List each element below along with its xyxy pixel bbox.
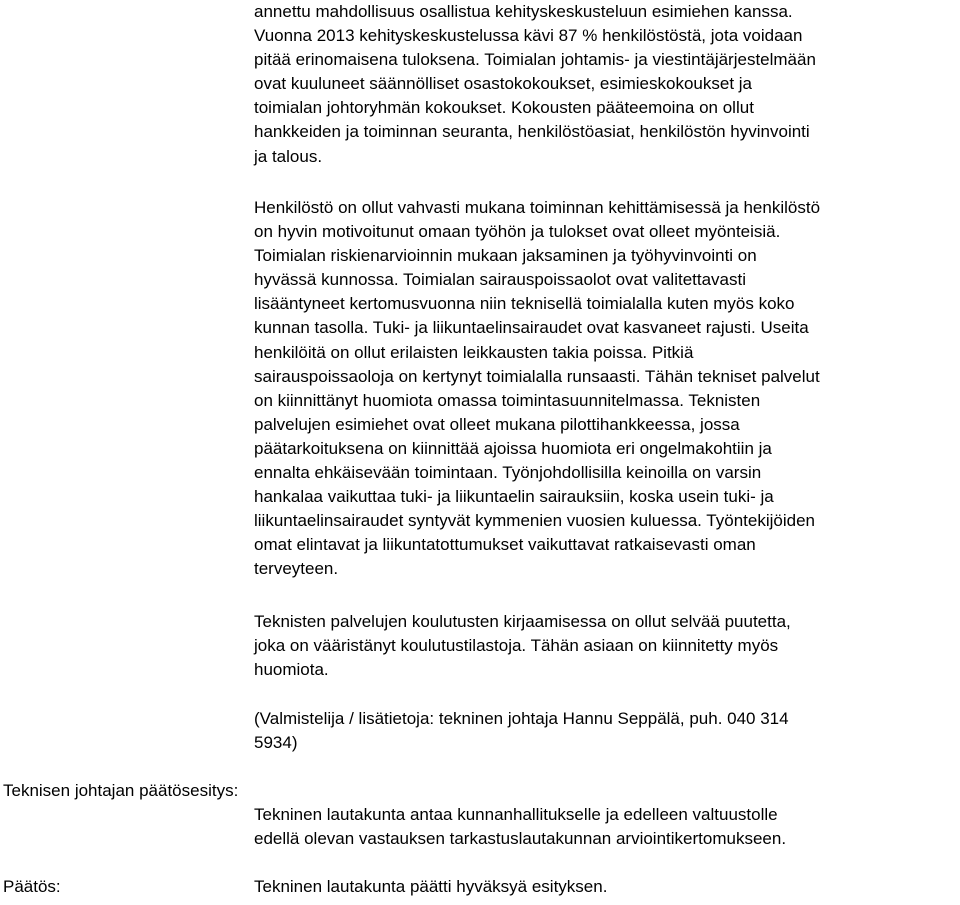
paragraph-line: hankalaa vaikuttaa tuki- ja liikuntaelin sairauksiin, koska usein tuki- ja	[254, 487, 774, 507]
proposal-line: Tekninen lautakunta antaa kunnanhallitukselle ja edelleen valtuustolle	[254, 805, 778, 824]
paragraph-line: henkilöitä on ollut erilaisten leikkausten takia poissa. Pitkiä	[254, 342, 694, 362]
preparer-note-line: 5934)	[254, 733, 298, 753]
paragraph-line: lisääntyneet kertomusvuonna niin teknisellä toimialalla kuten myös koko	[254, 294, 795, 314]
paragraph-line: ja talous.	[254, 146, 323, 166]
paragraph-line: sairauspoissaoloja on kertynyt toimialalla runsaasti. Tähän tekniset palvelut	[254, 366, 820, 386]
paragraph-2	[254, 196, 954, 582]
paragraph-line: liikuntaelinsairaudet syntyvät kymmenien vuosien kuluessa. Työntekijöiden	[254, 511, 815, 531]
decision-line: Tekninen lautakunta päätti hyväksyä esityksen.	[254, 877, 608, 896]
paragraph-line: terveyteen.	[254, 559, 339, 579]
paragraph-line: kunnan tasolla. Tuki- ja liikuntaelinsairaudet ovat kasvaneet rajusti. Useita	[254, 318, 809, 338]
decision-text	[254, 875, 954, 899]
paragraph-line: huomiota.	[254, 660, 329, 680]
proposal-label: Teknisen johtajan päätösesitys:	[3, 781, 239, 800]
paragraph-line: annettu mahdollisuus osallistua kehityskeskusteluun esimiehen kanssa.	[254, 2, 793, 21]
decision-label: Päätös:	[3, 877, 61, 896]
paragraph-line: pitää erinomaisena tuloksena. Toimialan johtamis- ja viestintäjärjestelmään	[254, 50, 816, 70]
proposal-text	[254, 803, 954, 851]
paragraph-line: on hyvin motivoitunut omaan työhön ja tulokset ovat olleet myönteisiä.	[254, 222, 781, 242]
paragraph-line: Toimialan riskienarvioinnin mukaan jaksaminen ja työhyvinvointi on	[254, 246, 757, 266]
preparer-note	[254, 707, 954, 755]
paragraph-line: hankkeiden ja toiminnan seuranta, henkilöstöasiat, henkilöstön hyvinvointi	[254, 122, 810, 142]
preparer-note-line: (Valmistelija / lisätietoja: tekninen johtaja Hannu Seppälä, puh. 040 314	[254, 709, 789, 728]
paragraph-3	[254, 610, 954, 682]
paragraph-line: Vuonna 2013 kehityskeskustelussa kävi 87 % henkilöstöstä, jota voidaan	[254, 26, 803, 46]
paragraph-line: Teknisten palvelujen koulutusten kirjaamisessa on ollut selvää puutetta,	[254, 612, 791, 631]
paragraph-line: päätarkoituksena on kiinnittää ajoissa huomiota eri ongelmakohtiin ja	[254, 438, 772, 458]
paragraph-line: hyvässä kunnossa. Toimialan sairauspoissaolot ovat valitettavasti	[254, 270, 747, 290]
paragraph-line: Henkilöstö on ollut vahvasti mukana toiminnan kehittämisessä ja henkilöstö	[254, 198, 821, 217]
paragraph-line: toimialan johtoryhmän kokoukset. Kokousten pääteemoina on ollut	[254, 98, 754, 118]
paragraph-line: palvelujen esimiehet ovat olleet mukana pilottihankkeessa, jossa	[254, 414, 740, 434]
paragraph-1	[254, 0, 954, 169]
paragraph-line: on kiinnittänyt huomiota omassa toimintasuunnitelmassa. Teknisten	[254, 390, 761, 410]
proposal-line: edellä olevan vastauksen tarkastuslautakunnan arviointikertomukseen.	[254, 829, 787, 849]
paragraph-line: joka on vääristänyt koulutustilastoja. Tähän asiaan on kiinnitetty myös	[254, 636, 779, 656]
paragraph-line: ennalta ehkäisevään toimintaan. Työnjohdollisilla keinoilla on varsin	[254, 463, 762, 483]
paragraph-line: omat elintavat ja liikuntatottumukset vaikuttavat ratkaisevasti oman	[254, 535, 756, 555]
paragraph-line: ovat kuuluneet säännölliset osastokokoukset, esimieskokoukset ja	[254, 74, 753, 94]
